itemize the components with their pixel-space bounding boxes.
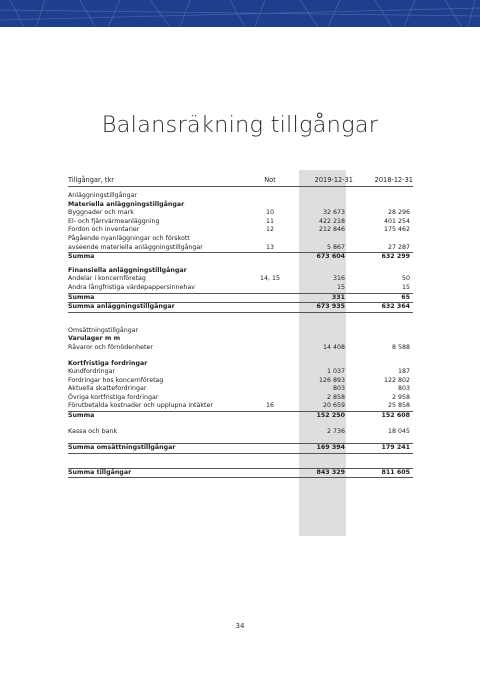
row-note: 13	[265, 243, 274, 251]
row-label: Övriga kortfristiga fordringar	[68, 393, 159, 401]
row-value-2019: 803	[332, 385, 345, 393]
row-value-2018: 632 299	[381, 253, 410, 261]
subtotal-row	[68, 411, 413, 421]
row-value-2018: 152 608	[381, 412, 410, 420]
row-value-2019: 20 659	[322, 402, 345, 410]
row-label: Kundfordringar	[68, 368, 116, 376]
row-value-2019: 169 394	[316, 444, 345, 452]
row-value-2019: 14 408	[322, 343, 345, 351]
row-value-2018: 8 588	[391, 343, 410, 351]
row-value-2018: 187	[397, 368, 410, 376]
row-label: Andra långfristiga värdepappersinnehav	[68, 283, 195, 291]
row-value-2019: 212 846	[318, 226, 345, 234]
row-value-2018: 27 287	[387, 243, 410, 251]
row-label: Finansiella anläggningstillgångar	[68, 266, 187, 274]
row-label: Anläggningstillgångar	[68, 192, 137, 199]
section-heading	[68, 192, 413, 201]
subsection-heading	[68, 201, 413, 210]
row-value-2019: 331	[331, 293, 345, 301]
row-value-2018: 401 254	[383, 217, 410, 225]
subsection-heading	[68, 360, 413, 369]
row-value-2019: 422 218	[318, 217, 345, 225]
row-value-2019: 2 858	[326, 393, 345, 401]
row-value-2018: 28 296	[387, 209, 410, 217]
row-label: avseende materiella anläggningstillgångar	[68, 243, 203, 251]
row-value-2018: 175 462	[383, 226, 410, 234]
row-value-2018: 2 958	[391, 393, 410, 401]
row-value-2018: 65	[401, 293, 410, 301]
header-col-2019: 2019-12-31	[314, 176, 353, 184]
table-row	[68, 377, 413, 386]
row-value-2018: 632 364	[381, 303, 410, 311]
row-label: Materiella anläggningstillgångar	[68, 200, 185, 208]
row-label: Summa tillgångar	[68, 468, 132, 476]
row-label: Summa omsättningstillgångar	[68, 444, 176, 452]
row-value-2019: 5 867	[326, 243, 345, 251]
table-header-row	[68, 174, 413, 187]
row-value-2019: 152 250	[316, 412, 345, 420]
table-row	[68, 428, 413, 437]
row-label: Fordon och inventarier	[68, 226, 140, 234]
balance-sheet-table	[68, 174, 413, 478]
row-value-2019: 126 893	[318, 376, 345, 384]
row-value-2019: 843 329	[316, 468, 345, 476]
row-value-2018: 803	[397, 385, 410, 393]
table-row	[68, 385, 413, 394]
row-note: 16	[265, 402, 274, 410]
row-label: Summa	[68, 412, 95, 420]
header-label: Tillgångar, tkr	[68, 176, 114, 184]
row-label: Aktuella skattefordringar	[68, 385, 147, 393]
total-row	[68, 302, 413, 313]
table-row	[68, 284, 413, 293]
table-row	[68, 275, 413, 284]
subtotal-row	[68, 293, 413, 303]
row-value-2019: 2 736	[326, 427, 345, 435]
table-row	[68, 368, 413, 377]
table-row	[68, 209, 413, 218]
page-number: 34	[235, 622, 245, 630]
row-label: Summa anläggningstillgångar	[68, 303, 175, 311]
row-value-2018: 179 241	[381, 444, 410, 452]
row-value-2019: 15	[336, 283, 345, 291]
table-row	[68, 226, 413, 235]
header-note: Not	[264, 176, 276, 184]
row-label: El- och fjärrvärmeanläggning	[68, 217, 160, 225]
header-banner	[0, 0, 480, 27]
section-heading	[68, 327, 413, 336]
row-value-2019: 32 673	[322, 209, 345, 217]
row-label: Pågående nyanläggningar och förskott	[68, 234, 190, 242]
subtotal-row	[68, 252, 413, 262]
row-note: 14, 15	[259, 275, 281, 283]
row-label: Råvaror och förnödenheter	[68, 343, 153, 351]
table-row	[68, 235, 413, 244]
table-row	[68, 218, 413, 227]
row-value-2018: 18 045	[387, 427, 410, 435]
row-note: 10	[265, 209, 274, 217]
row-label: Omsättningstillgångar	[68, 326, 139, 334]
page-title: Balansräkning tillgångar	[101, 112, 379, 138]
banner-pattern	[0, 0, 480, 27]
row-value-2018: 50	[401, 275, 410, 283]
header-col-2018: 2018-12-31	[374, 176, 413, 184]
row-value-2019: 316	[332, 275, 345, 283]
subsection-heading	[68, 335, 413, 344]
row-label: Byggnader och mark	[68, 209, 134, 217]
subsection-heading	[68, 267, 413, 276]
row-label: Summa	[68, 253, 95, 261]
row-label: Andelar i koncernföretag	[68, 275, 146, 283]
row-label: Kortfristiga fordringar	[68, 359, 148, 367]
row-value-2018: 25 858	[387, 402, 410, 410]
row-label: Fordringar hos koncernföretag	[68, 376, 164, 384]
row-note: 11	[265, 217, 274, 225]
row-label: Summa	[68, 293, 95, 301]
row-label: Kassa och bank	[68, 427, 118, 435]
row-label: Förutbetalda kostnader och upplupna intäkter	[68, 402, 213, 410]
row-value-2018: 15	[401, 283, 410, 291]
row-value-2019: 673 935	[316, 303, 345, 311]
table-row	[68, 394, 413, 403]
table-row	[68, 402, 413, 411]
row-value-2019: 1 037	[326, 368, 345, 376]
row-label: Varulager m m	[68, 335, 121, 343]
table-row	[68, 344, 413, 353]
grand-total-row	[68, 468, 413, 479]
row-value-2018: 811 605	[381, 468, 410, 476]
row-note: 12	[265, 226, 274, 234]
total-row	[68, 443, 413, 454]
row-value-2019: 673 604	[316, 253, 345, 261]
table-row	[68, 244, 413, 253]
row-value-2018: 122 802	[383, 376, 410, 384]
